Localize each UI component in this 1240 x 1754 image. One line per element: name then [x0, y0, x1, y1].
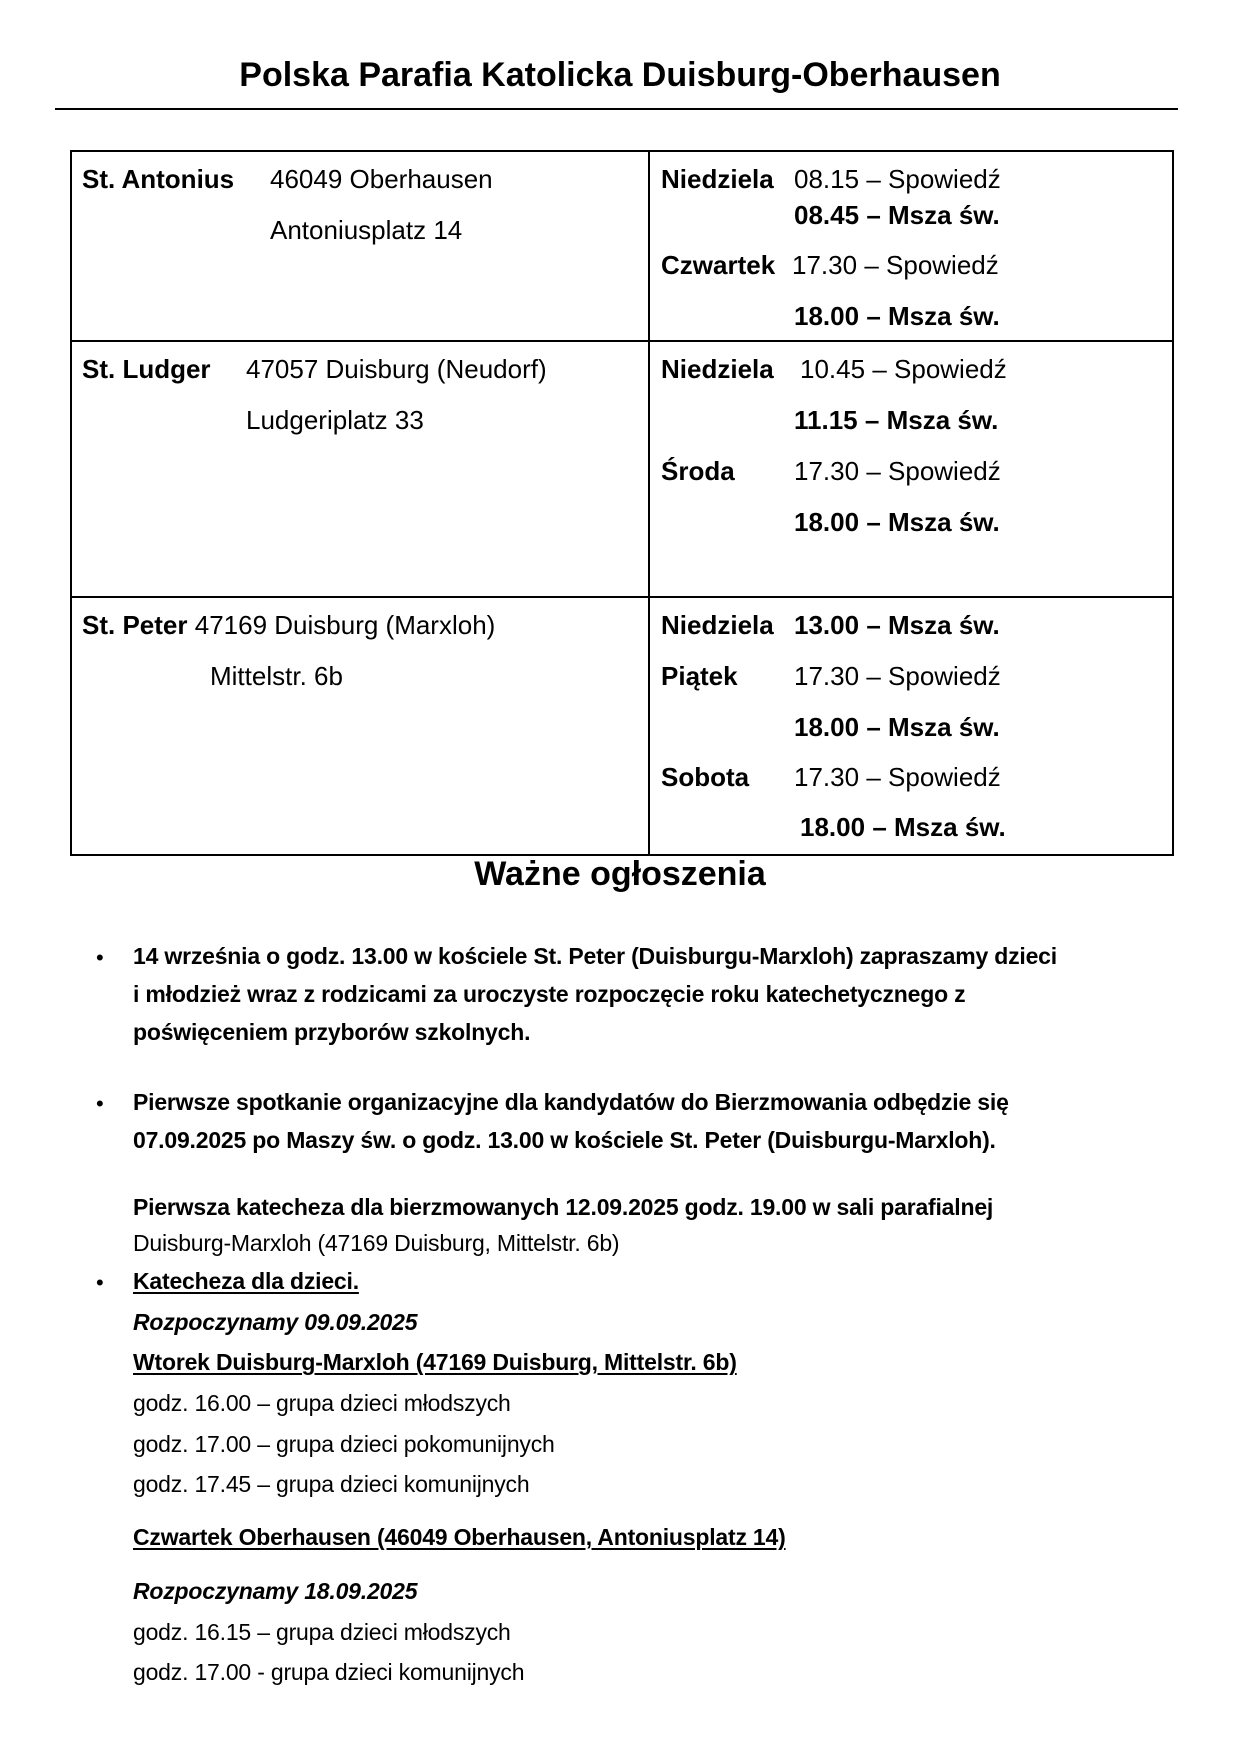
dash: –: [866, 200, 881, 230]
schedule-time: 18.00: [800, 812, 866, 842]
bullet-icon: •: [96, 1270, 104, 1295]
catechesis-time: godz. 17.00 - grupa dzieci komunijnych: [133, 1659, 525, 1685]
schedule-entry: [800, 354, 1007, 385]
dash: –: [864, 250, 879, 280]
dash: –: [866, 164, 881, 194]
church-row: [71, 597, 1173, 855]
bullet-icon: •: [96, 945, 104, 970]
schedule-entry: [794, 762, 1001, 793]
schedule-day: Środa: [661, 456, 735, 486]
dash: –: [866, 507, 881, 537]
schedule-time: 18.00: [794, 301, 860, 331]
schedule-time: 08.45: [794, 200, 860, 230]
schedule-entry: [794, 610, 1000, 641]
catechesis-start-date: Rozpoczynamy 18.09.2025: [133, 1578, 418, 1604]
page-title: Polska Parafia Katolicka Duisburg-Oberhausen: [239, 56, 1001, 94]
catechesis-start-date: Rozpoczynamy 09.09.2025: [133, 1309, 418, 1335]
schedule-event: Spowiedź: [888, 456, 1001, 486]
schedule-time: 13.00: [794, 610, 860, 640]
schedule-entry: [794, 405, 998, 436]
church-name: St. Peter: [82, 610, 188, 640]
schedule-day: Czwartek: [661, 250, 776, 280]
schedule-entry: [794, 661, 1001, 692]
schedule-day: Niedziela: [661, 610, 774, 640]
church-name: St. Antonius: [82, 164, 235, 194]
dash: –: [866, 301, 881, 331]
church-street: Ludgeriplatz 33: [246, 405, 424, 435]
dash: –: [866, 610, 881, 640]
announcement-line: poświęceniem przyborów szkolnych.: [133, 1019, 531, 1045]
schedule-event: Spowiedź: [888, 762, 1001, 792]
schedule-time: 18.00: [794, 712, 860, 742]
schedule-cell: [649, 341, 1173, 597]
schedule-entry: [794, 456, 1001, 487]
announcement-line: Duisburg-Marxloh (47169 Duisburg, Mittelstr. 6b): [133, 1230, 620, 1256]
church-row: [71, 341, 1173, 597]
dash: –: [872, 354, 887, 384]
catechesis-time: godz. 17.00 – grupa dzieci pokomunijnych: [133, 1431, 555, 1457]
schedule-event: Msza św.: [886, 405, 999, 435]
schedule-time: 17.30: [794, 661, 860, 691]
schedule-cell: [649, 151, 1173, 341]
announcement-line: Pierwsze spotkanie organizacyjne dla kandydatów do Bierzmowania odbędzie się: [133, 1089, 1009, 1115]
announcement-line: 14 września o godz. 13.00 w kościele St. Peter (Duisburgu-Marxloh) zapraszamy dzieci: [133, 943, 1057, 969]
church-city: 47169 Duisburg (Marxloh): [194, 610, 496, 640]
schedule-event: Spowiedź: [894, 354, 1007, 384]
catechesis-time: godz. 16.15 – grupa dzieci młodszych: [133, 1619, 511, 1645]
schedule-cell: [649, 597, 1173, 855]
schedule-entry: [794, 200, 1000, 231]
schedule-time: 17.30: [792, 250, 858, 280]
schedule-time: 17.30: [794, 762, 860, 792]
schedule-time: 10.45: [800, 354, 866, 384]
bullet-icon: •: [96, 1091, 104, 1116]
announcement-line: Pierwsza katecheza dla bierzmowanych 12.09.2025 godz. 19.00 w sali parafialnej: [133, 1194, 994, 1220]
church-address-cell: [71, 597, 649, 855]
schedule-entry: [794, 712, 1000, 743]
schedule-day: Piątek: [661, 661, 738, 691]
title-divider: [55, 108, 1178, 110]
schedule-entry: [794, 301, 1000, 332]
schedule-event: Msza św.: [894, 812, 1006, 842]
catechesis-title: Katecheza dla dzieci.: [133, 1268, 359, 1294]
schedule-event: Msza św.: [888, 610, 1000, 640]
schedule-entry: [800, 812, 1006, 843]
schedule-entry: [794, 164, 1001, 195]
catechesis-location: Czwartek Oberhausen (46049 Oberhausen, Antoniusplatz 14): [133, 1524, 786, 1550]
schedule-entry: [794, 507, 1000, 538]
church-address-cell: [71, 151, 649, 341]
dash: –: [866, 456, 881, 486]
announcement-line: i młodzież wraz z rodzicami za uroczyste rozpoczęcie roku katechetycznego z: [133, 981, 966, 1007]
schedule-day: Sobota: [661, 762, 750, 792]
schedule-time: 11.15: [794, 405, 858, 435]
schedule-event: Msza św.: [888, 301, 1000, 331]
dash: –: [866, 661, 881, 691]
schedule-event: Spowiedź: [888, 661, 1001, 691]
church-row: [71, 151, 1173, 341]
church-street: Mittelstr. 6b: [210, 661, 343, 691]
church-heading: [82, 610, 495, 641]
church-city: 46049 Oberhausen: [270, 164, 493, 194]
dash: –: [866, 712, 881, 742]
dash: –: [866, 762, 881, 792]
church-street: Antoniusplatz 14: [270, 215, 463, 245]
catechesis-time: godz. 17.45 – grupa dzieci komunijnych: [133, 1471, 530, 1497]
schedule-event: Msza św.: [888, 712, 1000, 742]
church-address-cell: [71, 341, 649, 597]
catechesis-time: godz. 16.00 – grupa dzieci młodszych: [133, 1390, 511, 1416]
church-name: St. Ludger: [82, 354, 211, 384]
schedule-entry: [792, 250, 999, 281]
schedule-day: Niedziela: [661, 354, 774, 384]
catechesis-location: Wtorek Duisburg-Marxloh (47169 Duisburg, Mittelstr. 6b): [133, 1349, 737, 1375]
schedule-day: Niedziela: [661, 164, 774, 194]
schedule-event: Msza św.: [888, 507, 1000, 537]
announcement-line: 07.09.2025 po Maszy św. o godz. 13.00 w kościele St. Peter (Duisburgu-Marxloh).: [133, 1127, 996, 1153]
schedule-event: Spowiedź: [886, 250, 999, 280]
schedule-time: 18.00: [794, 507, 860, 537]
church-city: 47057 Duisburg (Neudorf): [246, 354, 547, 384]
dash: –: [864, 405, 880, 435]
schedule-time: 08.15: [794, 164, 860, 194]
schedule-event: Spowiedź: [888, 164, 1001, 194]
mass-schedule-table: [70, 150, 1174, 856]
schedule-time: 17.30: [794, 456, 860, 486]
schedule-event: Msza św.: [888, 200, 1000, 230]
announcements-heading: Ważne ogłoszenia: [474, 855, 766, 893]
dash: –: [872, 812, 887, 842]
